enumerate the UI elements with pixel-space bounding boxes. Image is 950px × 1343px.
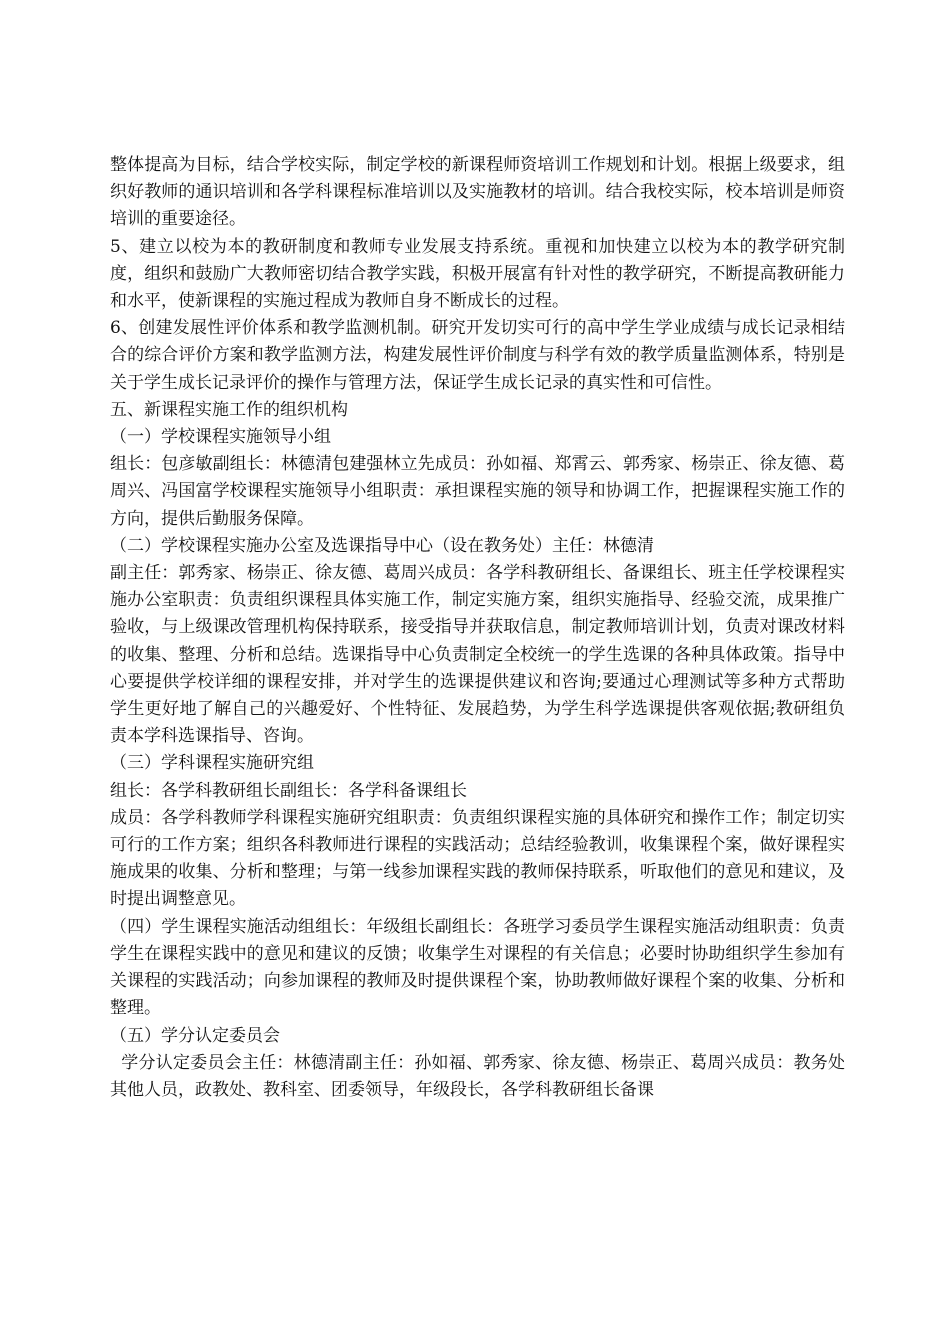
subheading-leadership-group: （一）学校课程实施领导小组 [110,427,331,448]
paragraph-implementation-office: 副主任：郭秀家、杨崇正、徐友德、葛周兴成员：各学科教研组长、备课组长、班主任学校课程实施办公室职责：负责组织课程具体实施工作，制定实施方案，组织实施指导、经验交流，成果推广验收，与上级课改管理机构保持联系，接受指导并获取信息，制定教师培训计划，负责对课改材料的收集、整理、分析和总结。选课指导中心负责制定全校统一的学生选课的各种具体政策。指导中心要提供学校详细的课程安排，并对学生的选课提供建议和咨询;要通过心理测试等多种方式帮助学生更好地了解自己的兴趣爱好、个性特征、发展趋势，为学生科学选课提供客观依据;教研组负责本学科选课指导、咨询。 [110,563,845,747]
paragraph-item-6: 6、创建发展性评价体系和教学监测机制。研究开发切实可行的高中学生学业成绩与成长记录相结合的综合评价方案和教学监测方法，构建发展性评价制度与科学有效的教学质量监测体系，特别是关于学生成长记录评价的操作与管理方法，保证学生成长记录的真实性和可信性。 [110,318,845,393]
subheading-implementation-office: （二）学校课程实施办公室及选课指导中心（设在教务处）主任：林德清 [110,535,654,556]
paragraph-item-5: 5、建立以校为本的教研制度和教师专业发展支持系统。重视和加快建立以校为本的教学研究制度，组织和鼓励广大教师密切结合教学实践，积极开展富有针对性的教学研究，不断提高教研能力和水平，使新课程的实施过程成为教师自身不断成长的过程。 [110,236,845,312]
section-heading-five: 五、新课程实施工作的组织机构 [110,399,348,420]
paragraph-credit-committee: 学分认定委员会主任：林德清副主任：孙如福、郭秀家、徐友德、杨崇正、葛周兴成员：教务处其他人员，政教处、教科室、团委领导，年级段长，各学科教研组长备课 [110,1052,846,1100]
paragraph-research-group-members: 成员：各学科教师学科课程实施研究组职责：负责组织课程实施的具体研究和操作工作；制定切实可行的工作方案；组织各科教师进行课程的实践活动；总结经验教训，收集课程个案，做好课程实施成果的收集、分析和整理；与第一线参加课程实践的教师保持联系，听取他们的意见和建议，及时提出调整意见。 [110,807,845,910]
paragraph-student-activity-group: （四）学生课程实施活动组组长：年级组长副组长：各班学习委员学生课程实施活动组职责：负责学生在课程实践中的意见和建议的反馈；收集学生对课程的有关信息；必要时协助组织学生参加有关课程的实践活动；向参加课程的教师及时提供课程个案，协助教师做好课程个案的收集、分析和整理。 [110,916,845,1019]
paragraph-training-plan: 整体提高为目标，结合学校实际，制定学校的新课程师资培训工作规划和计划。根据上级要求，组织好教师的通识培训和各学科课程标准培训以及实施教材的培训。结合我校实际，校本培训是师资培训的重要途径。 [110,155,845,230]
paragraph-leadership-group: 组长：包彦敏副组长：林德清包建强林立先成员：孙如福、郑霄云、郭秀家、杨崇正、徐友德、葛周兴、冯国富学校课程实施领导小组职责：承担课程实施的领导和协调工作，把握课程实施工作的方向，提供后勤服务保障。 [110,454,845,529]
subheading-credit-committee: （五）学分认定委员会 [110,1025,280,1046]
document-body [110,152,845,1104]
subheading-research-group: （三）学科课程实施研究组 [110,753,314,774]
paragraph-research-group-leaders: 组长：各学科教研组长副组长：各学科备课组长 [110,780,467,801]
